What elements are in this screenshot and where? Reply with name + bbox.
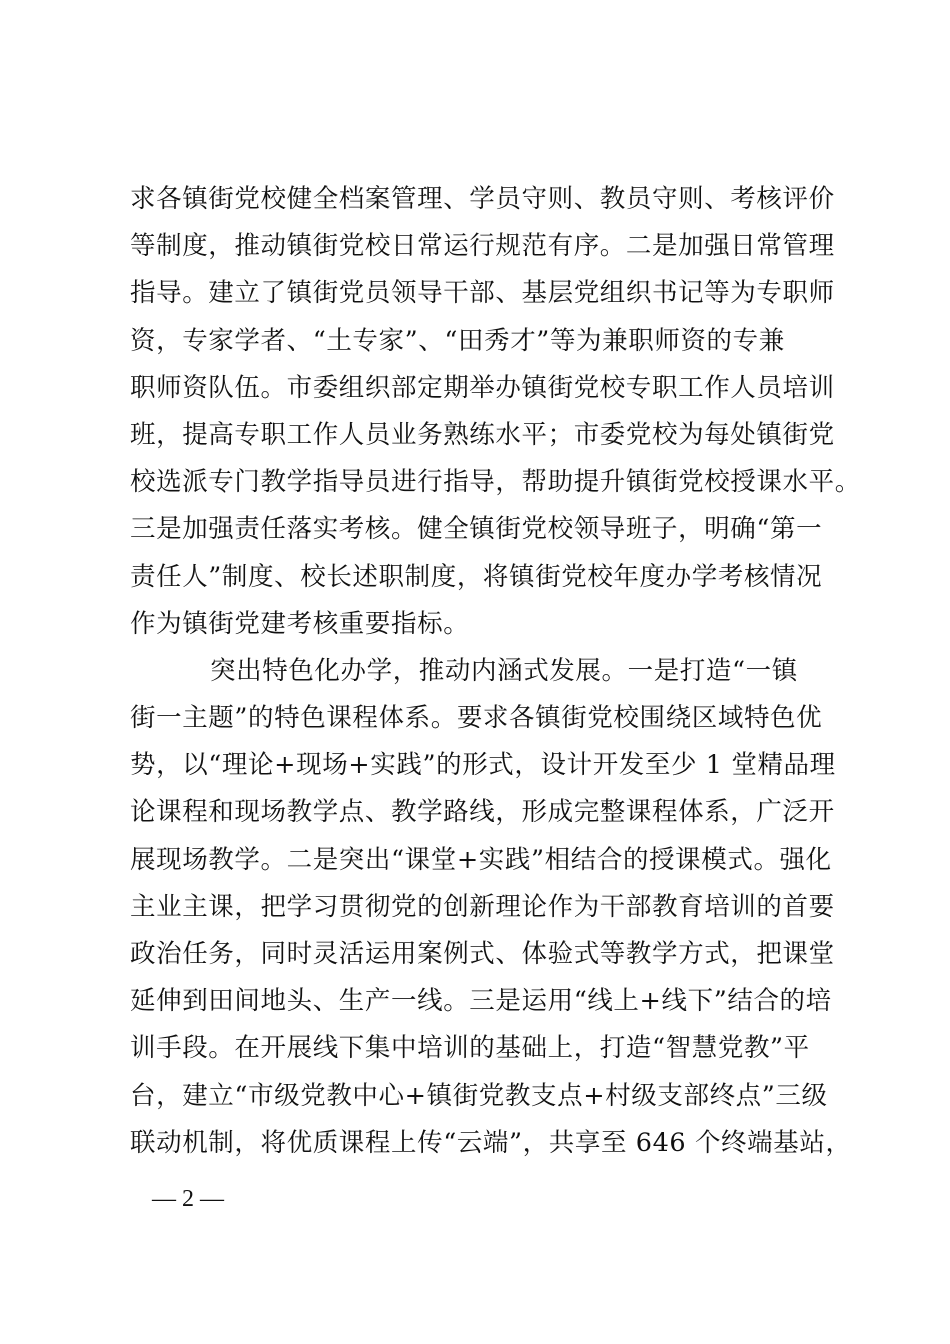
text-line: 政治任务，同时灵活运用案例式、体验式等教学方式，把课堂 — [130, 939, 835, 969]
text-line: 等制度，推动镇街党校日常运行规范有序。二是加强日常管理 — [130, 231, 835, 262]
text-line: 责任人”制度、校长述职制度，将镇街党校年度办学考核情况 — [130, 561, 823, 592]
text-line: 势，以“理论+现场+实践”的形式，设计开发至少 1 堂精品理 — [130, 750, 836, 781]
text-line: 训手段。在开展线下集中培训的基础上，打造“智慧党教”平 — [130, 1033, 810, 1064]
text-line: 职师资队伍。市委组织部定期举办镇街党校专职工作人员培训 — [130, 372, 835, 403]
text-line: 台，建立“市级党教中心+镇街党教支点+村级支部终点”三级 — [130, 1080, 828, 1111]
text-line: 指导。建立了镇街党员领导干部、基层党组织书记等为专职师 — [130, 278, 835, 309]
text-line: 展现场教学。二是突出“课堂+实践”相结合的授课模式。强化 — [130, 844, 832, 875]
text-line: 校选派专门教学指导员进行指导，帮助提升镇街党校授课水平。 — [130, 467, 861, 498]
text-line: 资，专家学者、“土专家”、“田秀才”等为兼职师资的专兼 — [130, 325, 785, 356]
text-line: 作为镇街党建考核重要指标。 — [130, 608, 470, 639]
text-line: 班，提高专职工作人员业务熟练水平；市委党校为每处镇街党 — [130, 419, 835, 450]
text-line: 街一主题”的特色课程体系。要求各镇街党校围绕区域特色优 — [130, 703, 823, 734]
text-line: 主业主课，把学习贯彻党的创新理论作为干部教育培训的首要 — [130, 891, 835, 922]
text-line: 三是加强责任落实考核。健全镇街党校领导班子，明确“第一 — [130, 514, 823, 545]
page-number: — 2 — — [152, 1186, 224, 1212]
body-text — [130, 176, 861, 1167]
text-line: 联动机制，将优质课程上传“云端”，共享至 646 个终端基站， — [130, 1127, 852, 1158]
paragraph-start-line: 突出特色化办学，推动内涵式发展。一是打造“一镇 — [210, 655, 798, 686]
text-line: 延伸到田间地头、生产一线。三是运用“线上+线下”结合的培 — [130, 986, 832, 1017]
text-line: 求各镇街党校健全档案管理、学员守则、教员守则、考核评价 — [130, 184, 835, 214]
text-line: 论课程和现场教学点、教学路线，形成完整课程体系，广泛开 — [130, 797, 835, 828]
